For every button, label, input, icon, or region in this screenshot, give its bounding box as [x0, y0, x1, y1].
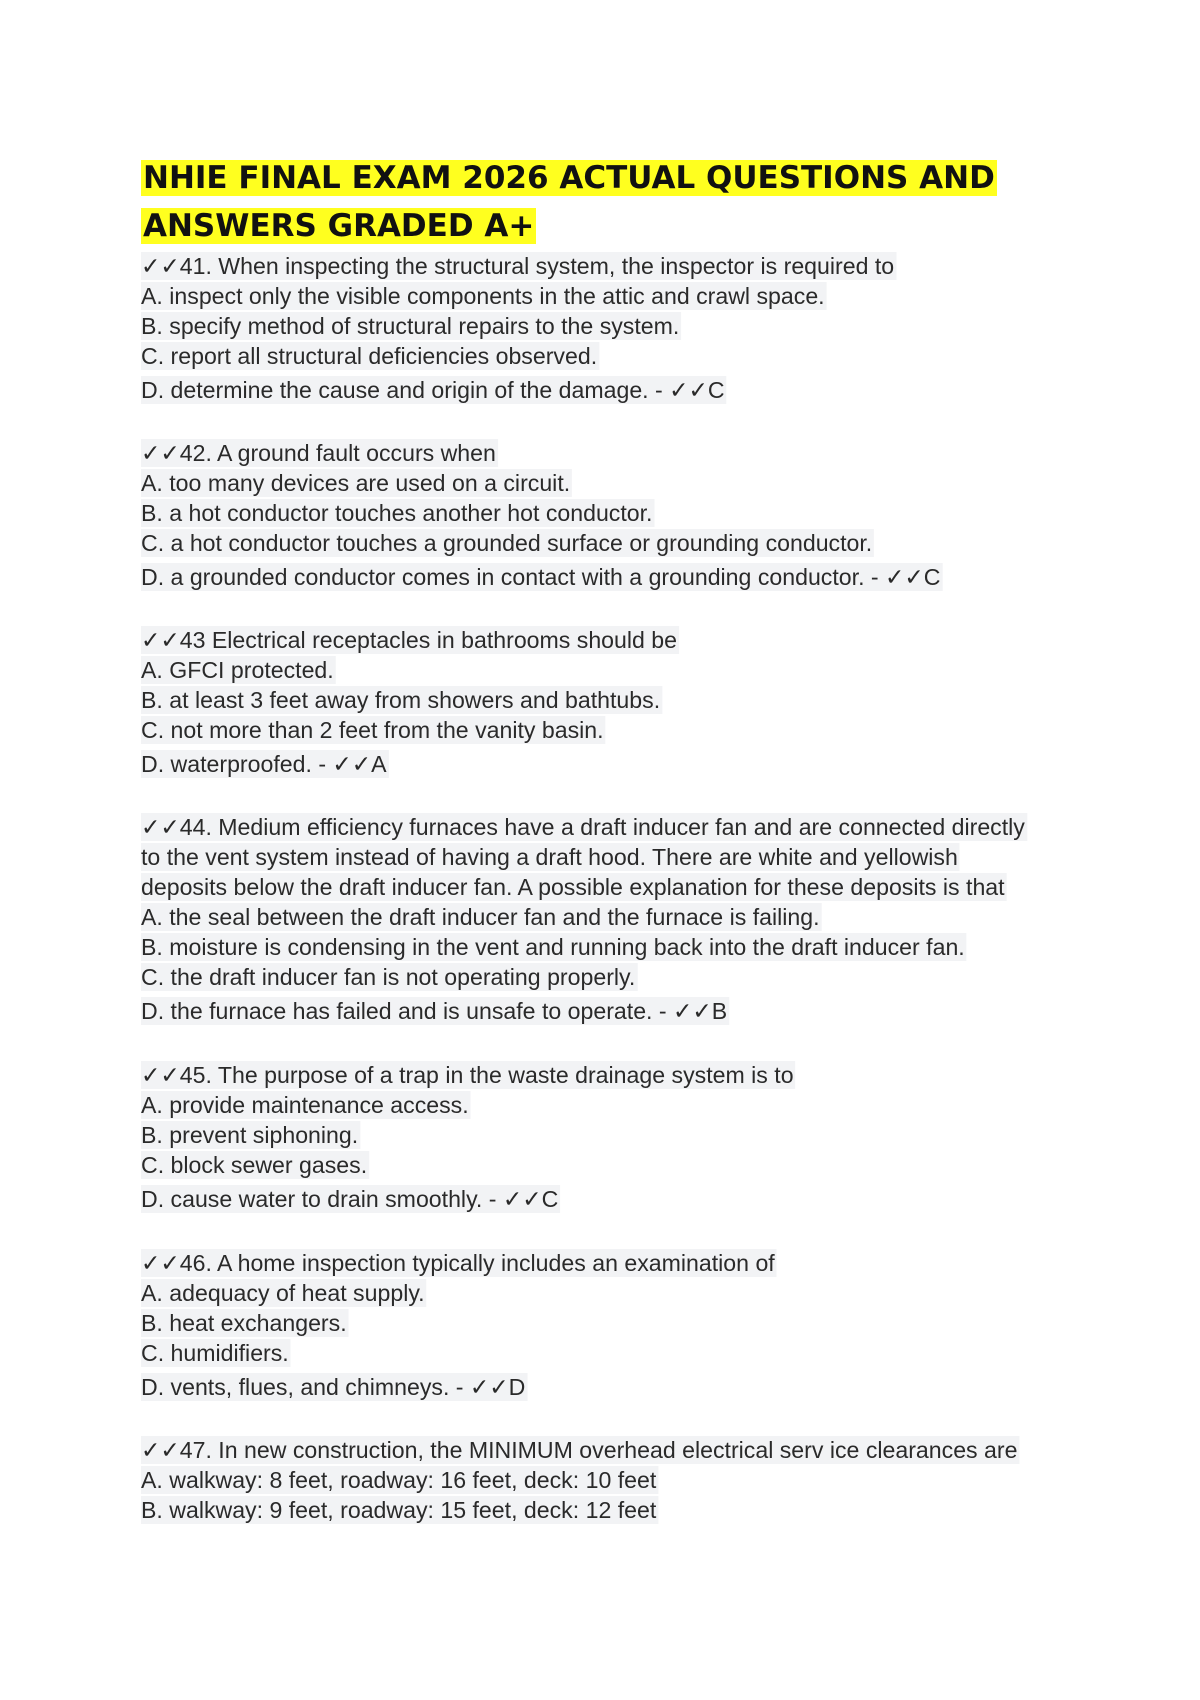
- question-46: [141, 1248, 1061, 1402]
- option-d-answer: D. a grounded conductor comes in contact with a grounding conductor. - ✓✓C: [141, 564, 941, 590]
- option-d-answer: D. waterproofed. - ✓✓A: [141, 751, 387, 777]
- question-44: [141, 812, 1061, 1026]
- option-c: C. not more than 2 feet from the vanity basin.: [141, 717, 604, 743]
- title-line-2: ANSWERS GRADED A+: [143, 208, 535, 244]
- question-45: [141, 1060, 1061, 1214]
- option-a: A. provide maintenance access.: [141, 1092, 469, 1118]
- question-stem-line-2: to the vent system instead of having a draft hood. There are white and yellowish: [141, 844, 958, 870]
- question-41: [141, 251, 1061, 405]
- option-b: B. at least 3 feet away from showers and bathtubs.: [141, 687, 661, 713]
- document-title: [141, 154, 1041, 250]
- option-a: A. adequacy of heat supply.: [141, 1280, 425, 1306]
- option-a: A. walkway: 8 feet, roadway: 16 feet, deck: 10 feet: [141, 1467, 657, 1493]
- question-stem: ✓✓46. A home inspection typically includes an examination of: [141, 1250, 775, 1276]
- question-42: [141, 438, 1061, 592]
- question-47: [141, 1435, 1061, 1525]
- option-c: C. a hot conductor touches a grounded surface or grounding conductor.: [141, 530, 873, 556]
- option-d-answer: D. determine the cause and origin of the damage. - ✓✓C: [141, 377, 725, 403]
- title-line-1: NHIE FINAL EXAM 2026 ACTUAL QUESTIONS AND: [143, 160, 995, 196]
- option-b: B. moisture is condensing in the vent and running back into the draft inducer fan.: [141, 934, 965, 960]
- option-d-answer: D. the furnace has failed and is unsafe to operate. - ✓✓B: [141, 998, 728, 1024]
- option-b: B. prevent siphoning.: [141, 1122, 359, 1148]
- option-a: A. too many devices are used on a circuit.: [141, 470, 571, 496]
- option-c: C. block sewer gases.: [141, 1152, 368, 1178]
- option-b: B. walkway: 9 feet, roadway: 15 feet, deck: 12 feet: [141, 1497, 657, 1523]
- option-c: C. report all structural deficiencies observed.: [141, 343, 598, 369]
- question-43: [141, 625, 1061, 779]
- option-b: B. a hot conductor touches another hot conductor.: [141, 500, 653, 526]
- option-a: A. GFCI protected.: [141, 657, 334, 683]
- option-d-answer: D. vents, flues, and chimneys. - ✓✓D: [141, 1374, 526, 1400]
- question-stem: ✓✓47. In new construction, the MINIMUM overhead electrical serv ice clearances are: [141, 1437, 1018, 1463]
- question-stem: ✓✓42. A ground fault occurs when: [141, 440, 496, 466]
- option-d-answer: D. cause water to drain smoothly. - ✓✓C: [141, 1186, 559, 1212]
- question-stem-line-3: deposits below the draft inducer fan. A possible explanation for these deposits is that: [141, 874, 1005, 900]
- option-b: B. heat exchangers.: [141, 1310, 347, 1336]
- question-stem: ✓✓45. The purpose of a trap in the waste drainage system is to: [141, 1062, 794, 1088]
- question-stem: ✓✓41. When inspecting the structural system, the inspector is required to: [141, 253, 895, 279]
- option-a: A. the seal between the draft inducer fan and the furnace is failing.: [141, 904, 820, 930]
- option-c: C. the draft inducer fan is not operating properly.: [141, 964, 636, 990]
- question-stem-line-1: ✓✓44. Medium efficiency furnaces have a draft inducer fan and are connected directly: [141, 814, 1025, 840]
- option-a: A. inspect only the visible components in the attic and crawl space.: [141, 283, 825, 309]
- question-stem: ✓✓43 Electrical receptacles in bathrooms should be: [141, 627, 678, 653]
- option-c: C. humidifiers.: [141, 1340, 289, 1366]
- option-b: B. specify method of structural repairs to the system.: [141, 313, 680, 339]
